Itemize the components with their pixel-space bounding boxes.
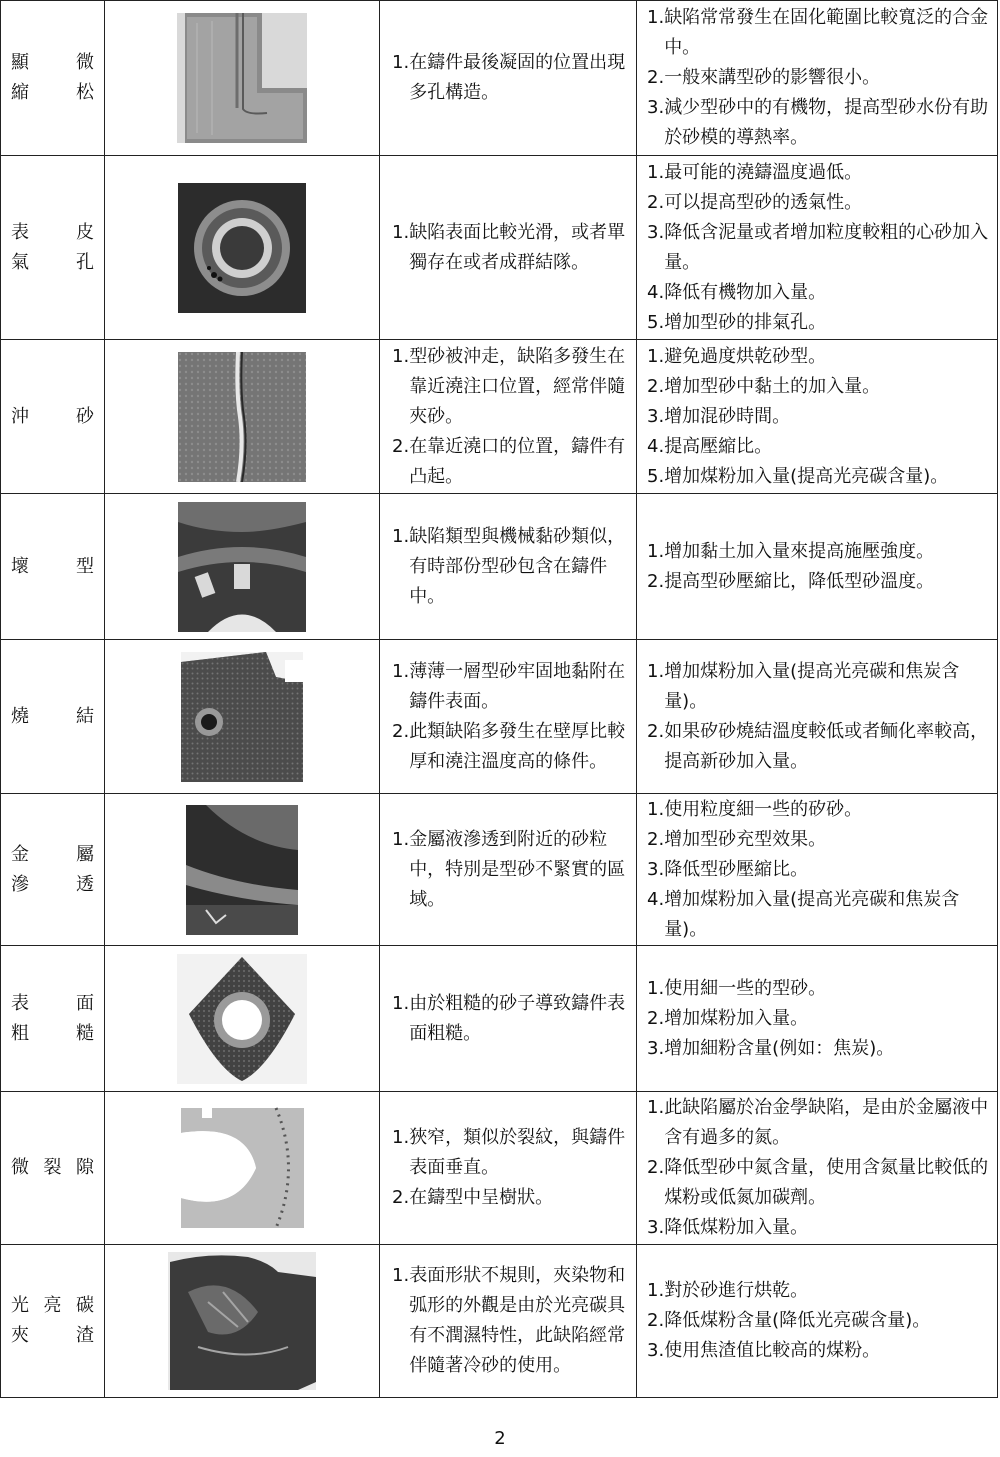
item-text: 降低有機物加入量。	[664, 281, 827, 303]
item-number: 4.	[647, 281, 665, 303]
item-text: 增加型砂的排氣孔。	[664, 311, 827, 333]
remedy-item	[647, 1306, 993, 1336]
item-number: 1.	[392, 660, 410, 682]
defect-photo-cell	[105, 156, 380, 340]
item-text: 增加煤粉加入量(提高光亮碳和焦炭含量)。	[664, 888, 960, 940]
defect-name-cell	[1, 640, 105, 794]
item-text: 在鑄型中呈樹狀。	[409, 1187, 554, 1208]
remedy-item	[647, 158, 993, 188]
item-number: 1.	[392, 828, 410, 850]
defect-name-line: 壞 型	[11, 555, 94, 577]
remedy-item	[647, 657, 993, 717]
defect-description-cell	[380, 794, 637, 946]
item-number: 3.	[647, 1217, 665, 1238]
remedy-item	[647, 974, 993, 1004]
remedy-item	[647, 402, 993, 432]
defect-row	[1, 946, 998, 1092]
defect-remedy-cell	[637, 1092, 998, 1245]
item-number: 1.	[647, 1280, 665, 1301]
item-number: 1.	[647, 161, 665, 183]
defect-remedy-cell	[637, 794, 998, 946]
remedy-item	[647, 825, 993, 855]
item-number: 1.	[392, 1127, 410, 1148]
item-number: 2.	[647, 828, 665, 850]
item-number: 2.	[392, 720, 410, 742]
item-text: 由於粗糙的砂子導致鑄件表面粗糙。	[409, 992, 626, 1044]
defect-name-line: 燒 結	[11, 705, 94, 727]
defect-name-line: 光 亮 碳	[11, 1295, 94, 1316]
item-number: 2.	[647, 1157, 665, 1178]
remedy-item	[647, 1336, 993, 1366]
item-number: 2.	[392, 1187, 410, 1208]
item-number: 2.	[647, 1007, 665, 1029]
defect-photo-cell	[105, 340, 380, 494]
item-number: 1.	[392, 1265, 410, 1286]
description-item	[392, 825, 630, 915]
item-text: 型砂被沖走，缺陷多發生在靠近澆注口位置，經常伴隨夾砂。	[409, 345, 626, 427]
defect-photo-cell	[105, 1, 380, 156]
defect-row	[1, 794, 998, 946]
item-number: 3.	[647, 97, 665, 118]
item-number: 1.	[647, 345, 665, 367]
description-item	[392, 989, 630, 1049]
defect-name-line: 表 面	[11, 992, 94, 1014]
item-text: 增加混砂時間。	[664, 405, 791, 427]
defect-name-cell	[1, 156, 105, 340]
item-text: 避免過度烘乾砂型。	[664, 345, 827, 367]
defect-photo-cell	[105, 494, 380, 640]
item-number: 3.	[647, 858, 665, 880]
item-number: 2.	[647, 570, 665, 592]
defect-row	[1, 494, 998, 640]
item-text: 可以提高型砂的透氣性。	[664, 191, 863, 213]
item-number: 1.	[392, 345, 410, 367]
description-item	[392, 1261, 630, 1381]
defect-description-cell	[380, 640, 637, 794]
remedy-item	[647, 432, 993, 462]
defect-description-cell	[380, 494, 637, 640]
item-text: 降低型砂中氮含量，使用含氮量比較低的煤粉或低氮加碳劑。	[664, 1157, 989, 1208]
description-item	[392, 432, 630, 492]
remedy-item	[647, 1004, 993, 1034]
item-text: 使用焦渣值比較高的煤粉。	[664, 1340, 881, 1361]
item-number: 1.	[647, 7, 665, 28]
item-number: 1.	[392, 221, 410, 243]
defect-name-line: 金 屬	[11, 843, 94, 865]
item-number: 1.	[647, 660, 665, 682]
description-item	[392, 1183, 630, 1213]
remedy-item	[647, 3, 993, 63]
remedy-item	[647, 1276, 993, 1306]
defect-name-cell	[1, 946, 105, 1092]
defect-name-cell	[1, 1245, 105, 1398]
item-text: 在鑄件最後凝固的位置出現多孔構造。	[409, 52, 626, 103]
metal-penetration-casting-photo	[105, 805, 379, 935]
item-text: 增加細粉含量(例如：焦炭)。	[664, 1037, 895, 1059]
item-text: 狹窄，類似於裂紋，與鑄件表面垂直。	[409, 1127, 626, 1178]
description-item	[392, 342, 630, 432]
item-number: 2.	[647, 67, 665, 88]
item-text: 降低型砂壓縮比。	[664, 858, 809, 880]
item-text: 缺陷類型與機械黏砂類似，有時部份型砂包含在鑄件中。	[409, 525, 626, 607]
defect-description-cell	[380, 1245, 637, 1398]
defect-name-cell	[1, 340, 105, 494]
item-text: 對於砂進行烘乾。	[664, 1280, 809, 1301]
remedy-item	[647, 1034, 993, 1064]
defect-name-line: 表 皮	[11, 221, 94, 243]
defect-remedy-cell	[637, 494, 998, 640]
defect-name-line: 微 裂 隙	[11, 1157, 94, 1178]
defect-name-line: 夾 渣	[11, 1325, 94, 1346]
remedy-item	[647, 717, 993, 777]
item-number: 2.	[647, 191, 665, 213]
defect-name-cell	[1, 494, 105, 640]
description-item	[392, 48, 630, 108]
defect-description-cell	[380, 1, 637, 156]
item-number: 1.	[647, 977, 665, 999]
page-number: 2	[494, 1428, 506, 1449]
remedy-item	[647, 795, 993, 825]
defect-photo-cell	[105, 640, 380, 794]
item-number: 1.	[392, 52, 410, 73]
defect-description-cell	[380, 340, 637, 494]
defect-remedy-cell	[637, 1, 998, 156]
defect-name-line: 縮 松	[11, 82, 94, 103]
item-text: 降低煤粉含量(降低光亮碳含量)。	[664, 1310, 931, 1331]
item-text: 此類缺陷多發生在壁厚比較厚和澆注溫度高的條件。	[409, 720, 626, 772]
item-number: 1.	[647, 798, 665, 820]
description-item	[392, 1123, 630, 1183]
remedy-item	[647, 188, 993, 218]
remedy-item	[647, 537, 993, 567]
item-text: 薄薄一層型砂牢固地黏附在鑄件表面。	[409, 660, 626, 712]
item-text: 提高型砂壓縮比，降低型砂溫度。	[664, 570, 935, 592]
item-number: 3.	[647, 221, 665, 243]
defect-name-line: 顯 微	[11, 52, 94, 73]
item-text: 表面形狀不規則，夾染物和弧形的外觀是由於光亮碳具有不潤濕特性，此缺陷經常伴隨著冷砂的使用。	[409, 1265, 626, 1376]
remedy-item	[647, 1093, 993, 1153]
remedy-item	[647, 1213, 993, 1243]
defect-photo-cell	[105, 1245, 380, 1398]
description-item	[392, 522, 630, 612]
remedy-item	[647, 342, 993, 372]
remedy-item	[647, 93, 993, 153]
rough-surface-casting-photo	[105, 954, 379, 1084]
defect-remedy-cell	[637, 340, 998, 494]
item-text: 增加煤粉加入量(提高光亮碳和焦炭含量)。	[664, 660, 960, 712]
defect-remedy-cell	[637, 156, 998, 340]
item-text: 使用細一些的型砂。	[664, 977, 827, 999]
item-text: 降低含泥量或者增加粒度較粗的心砂加入量。	[664, 221, 989, 273]
defect-photo-cell	[105, 1092, 380, 1245]
remedy-item	[647, 855, 993, 885]
item-number: 1.	[392, 525, 410, 547]
item-number: 3.	[647, 1037, 665, 1059]
defect-remedy-cell	[637, 640, 998, 794]
remedy-item	[647, 218, 993, 278]
item-text: 金屬液滲透到附近的砂粒中，特別是型砂不緊實的區域。	[409, 828, 626, 910]
defect-name-line: 氣 孔	[11, 251, 94, 273]
defect-remedy-cell	[637, 946, 998, 1092]
defect-remedy-cell	[637, 1245, 998, 1398]
remedy-item	[647, 1153, 993, 1213]
item-number: 1.	[647, 1097, 665, 1118]
item-number: 4.	[647, 888, 665, 910]
lustrous-carbon-inclusion-casting-photo	[105, 1252, 379, 1390]
item-number: 2.	[647, 720, 665, 742]
item-number: 5.	[647, 465, 665, 487]
item-number: 4.	[647, 435, 665, 457]
item-text: 增加煤粉加入量。	[664, 1007, 809, 1029]
item-text: 提高壓縮比。	[664, 435, 773, 457]
item-text: 最可能的澆鑄溫度過低。	[664, 161, 863, 183]
description-item	[392, 657, 630, 717]
item-text: 缺陷常常發生在固化範圍比較寬泛的合金中。	[664, 7, 989, 58]
remedy-item	[647, 567, 993, 597]
item-number: 5.	[647, 311, 665, 333]
defect-row	[1, 156, 998, 340]
sintering-casting-photo	[105, 652, 379, 782]
remedy-item	[647, 278, 993, 308]
defect-name-line: 沖 砂	[11, 405, 94, 427]
item-text: 增加型砂充型效果。	[664, 828, 827, 850]
item-text: 增加煤粉加入量(提高光亮碳含量)。	[664, 465, 949, 487]
item-text: 缺陷表面比較光滑，或者單獨存在或者成群結隊。	[409, 221, 626, 273]
defect-name-cell	[1, 1092, 105, 1245]
defect-row	[1, 1245, 998, 1398]
shrinkage-porosity-casting-photo	[105, 13, 379, 143]
defect-description-cell	[380, 946, 637, 1092]
surface-gas-hole-casting-photo	[105, 183, 379, 313]
defect-name-line: 粗 糙	[11, 1022, 94, 1044]
remedy-item	[647, 462, 993, 492]
item-text: 一般來講型砂的影響很小。	[664, 67, 881, 88]
remedy-item	[647, 372, 993, 402]
item-text: 使用粒度細一些的矽砂。	[664, 798, 863, 820]
item-text: 此缺陷屬於冶金學缺陷，是由於金屬液中含有過多的氮。	[664, 1097, 989, 1148]
item-number: 2.	[392, 435, 410, 457]
defect-description-cell	[380, 1092, 637, 1245]
item-text: 如果矽砂燒結溫度較低或者鲕化率較高，提高新砂加入量。	[664, 720, 989, 772]
broken-mold-casting-photo	[105, 502, 379, 632]
remedy-item	[647, 308, 993, 338]
defect-row	[1, 1092, 998, 1245]
item-number: 3.	[647, 405, 665, 427]
remedy-item	[647, 63, 993, 93]
defect-name-line: 滲 透	[11, 873, 94, 895]
micro-crack-casting-photo	[105, 1103, 379, 1233]
item-number: 1.	[647, 540, 665, 562]
defect-description-cell	[380, 156, 637, 340]
description-item	[392, 218, 630, 278]
item-number: 2.	[647, 375, 665, 397]
item-text: 增加黏土加入量來提高施壓強度。	[664, 540, 935, 562]
item-text: 降低煤粉加入量。	[664, 1217, 809, 1238]
defect-photo-cell	[105, 946, 380, 1092]
defect-photo-cell	[105, 794, 380, 946]
item-text: 增加型砂中黏土的加入量。	[664, 375, 881, 397]
item-text: 減少型砂中的有機物，提高型砂水份有助於砂模的導熱率。	[664, 97, 989, 148]
item-number: 3.	[647, 1340, 665, 1361]
defect-name-cell	[1, 1, 105, 156]
defect-row	[1, 640, 998, 794]
item-text: 在靠近澆口的位置，鑄件有凸起。	[409, 435, 626, 487]
item-number: 2.	[647, 1310, 665, 1331]
remedy-item	[647, 885, 993, 945]
description-item	[392, 717, 630, 777]
defect-name-cell	[1, 794, 105, 946]
defect-row	[1, 1, 998, 156]
sand-erosion-casting-photo	[105, 352, 379, 482]
defect-row	[1, 340, 998, 494]
item-number: 1.	[392, 992, 410, 1014]
